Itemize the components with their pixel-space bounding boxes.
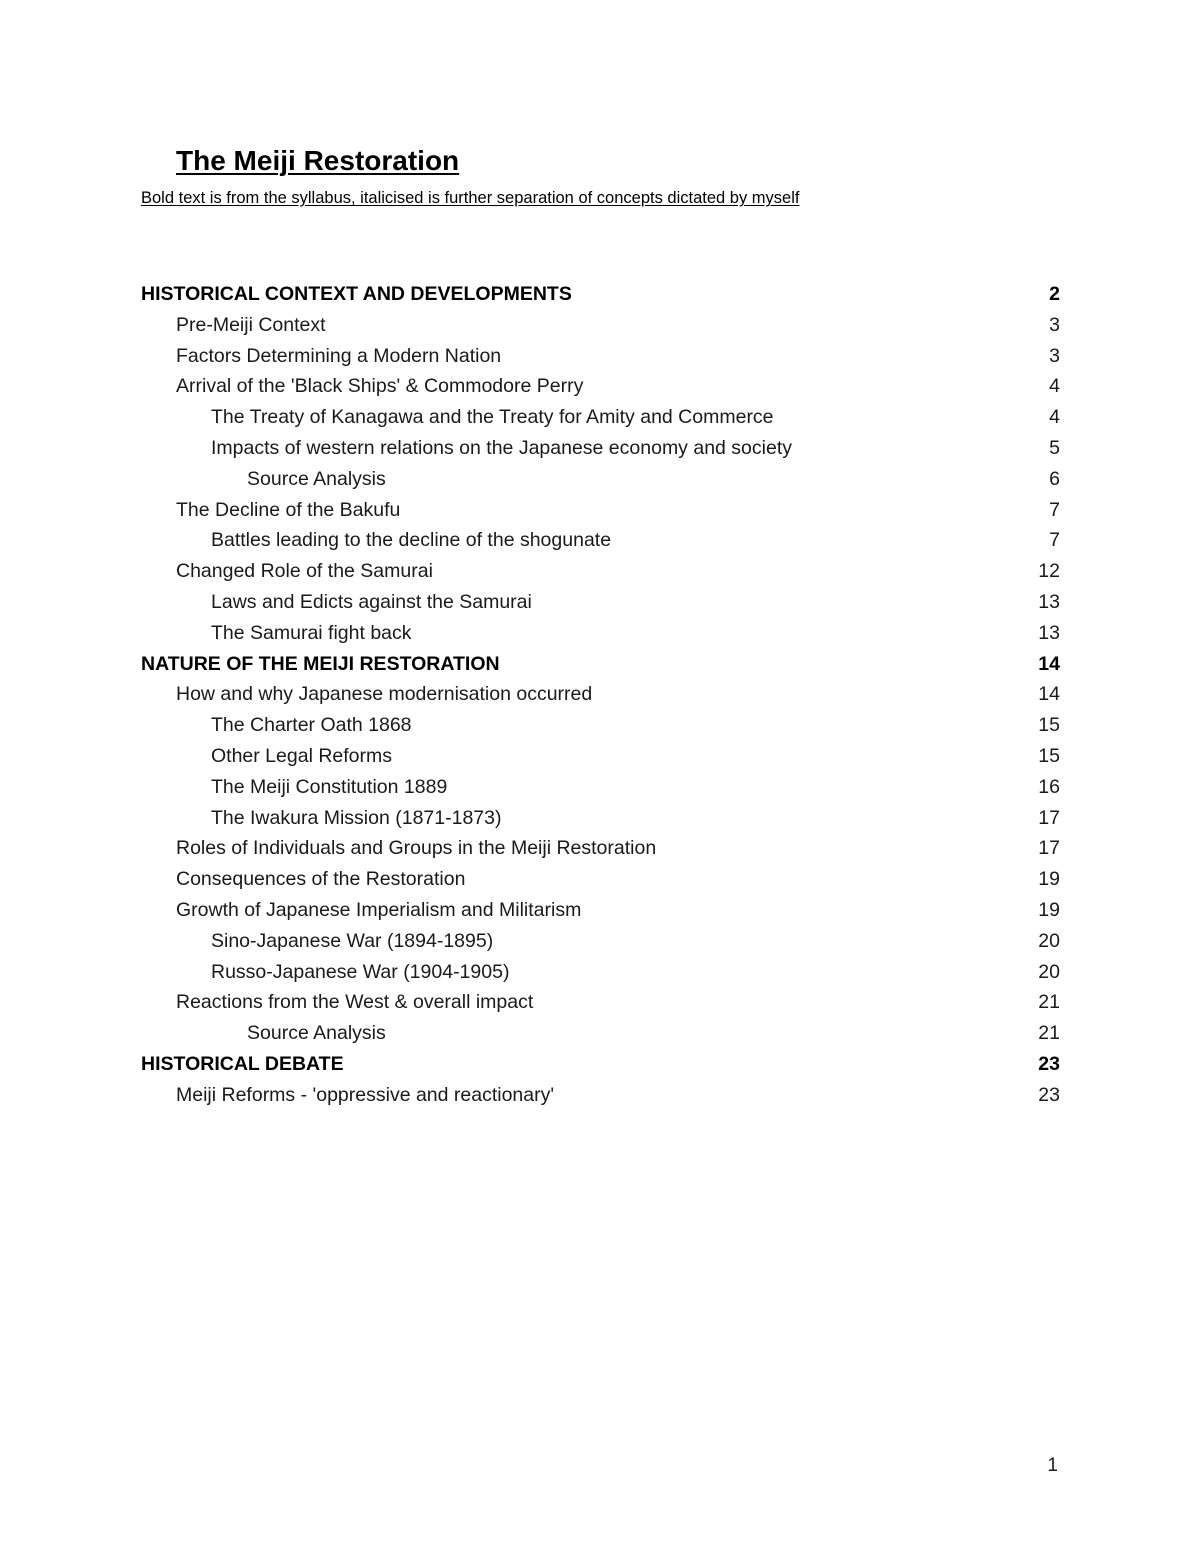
toc-entry-page-number: 12 bbox=[1038, 560, 1060, 583]
toc-entry[interactable] bbox=[141, 587, 1060, 618]
toc-entry-page-number: 7 bbox=[1049, 529, 1060, 552]
toc-entry[interactable] bbox=[141, 341, 1060, 372]
toc-entry-label: Factors Determining a Modern Nation bbox=[176, 344, 502, 367]
toc-entry-page-number: 16 bbox=[1038, 775, 1060, 798]
toc-entry-label: The Meiji Constitution 1889 bbox=[211, 775, 448, 798]
toc-entry-label: Meiji Reforms - 'oppressive and reactionary' bbox=[176, 1083, 555, 1106]
toc-entry-label: The Treaty of Kanagawa and the Treaty for Amity and Commerce bbox=[211, 406, 774, 429]
toc-entry[interactable] bbox=[141, 803, 1060, 834]
toc-entry[interactable] bbox=[141, 895, 1060, 926]
toc-entry-label: Battles leading to the decline of the shogunate bbox=[211, 529, 612, 552]
toc-entry-label: Pre-Meiji Context bbox=[176, 313, 326, 336]
toc-entry-label: Changed Role of the Samurai bbox=[176, 560, 433, 583]
toc-entry[interactable] bbox=[141, 1080, 1060, 1111]
toc-entry-page-number: 23 bbox=[1038, 1052, 1060, 1075]
toc-entry[interactable] bbox=[141, 464, 1060, 495]
toc-entry-page-number: 19 bbox=[1038, 868, 1060, 891]
toc-entry[interactable] bbox=[141, 741, 1060, 772]
toc-entry-label: The Iwakura Mission (1871-1873) bbox=[211, 806, 502, 829]
toc-entry[interactable] bbox=[141, 402, 1060, 433]
toc-entry-label: Laws and Edicts against the Samurai bbox=[211, 590, 532, 613]
toc-entry-label: Consequences of the Restoration bbox=[176, 868, 466, 891]
toc-entry-label: The Charter Oath 1868 bbox=[211, 714, 412, 737]
toc-entry-page-number: 20 bbox=[1038, 960, 1060, 983]
toc-entry-page-number: 13 bbox=[1038, 621, 1060, 644]
toc-entry-page-number: 3 bbox=[1049, 313, 1060, 336]
toc-entry-page-number: 5 bbox=[1049, 436, 1060, 459]
toc-entry-label: The Samurai fight back bbox=[211, 621, 412, 644]
toc-entry-label: HISTORICAL DEBATE bbox=[141, 1052, 344, 1075]
toc-entry[interactable] bbox=[141, 556, 1060, 587]
toc-entry-label: Impacts of western relations on the Japanese economy and society bbox=[211, 436, 792, 459]
toc-entry-label: Source Analysis bbox=[247, 1022, 386, 1045]
table-of-contents bbox=[141, 279, 1060, 1111]
toc-entry-page-number: 6 bbox=[1049, 467, 1060, 490]
toc-entry-page-number: 17 bbox=[1038, 806, 1060, 829]
toc-entry-page-number: 4 bbox=[1049, 375, 1060, 398]
toc-entry-page-number: 4 bbox=[1049, 406, 1060, 429]
toc-entry-label: Arrival of the 'Black Ships' & Commodore Perry bbox=[176, 375, 584, 398]
toc-entry[interactable] bbox=[141, 864, 1060, 895]
page-title: The Meiji Restoration bbox=[176, 145, 460, 176]
toc-entry-page-number: 15 bbox=[1038, 744, 1060, 767]
toc-entry[interactable] bbox=[141, 371, 1060, 402]
toc-entry[interactable] bbox=[141, 433, 1060, 464]
toc-entry-page-number: 2 bbox=[1049, 283, 1060, 305]
toc-entry-page-number: 15 bbox=[1038, 714, 1060, 737]
toc-entry[interactable] bbox=[141, 310, 1060, 341]
toc-entry-page-number: 14 bbox=[1038, 683, 1060, 706]
toc-entry[interactable] bbox=[141, 926, 1060, 957]
toc-entry-label: The Decline of the Bakufu bbox=[176, 498, 401, 521]
toc-entry[interactable] bbox=[141, 772, 1060, 803]
toc-entry-label: HISTORICAL CONTEXT AND DEVELOPMENTS bbox=[141, 283, 572, 305]
toc-entry-label: Growth of Japanese Imperialism and Militarism bbox=[176, 898, 582, 921]
toc-entry[interactable] bbox=[141, 618, 1060, 649]
toc-entry[interactable] bbox=[141, 1049, 1060, 1080]
toc-entry-label: Russo-Japanese War (1904-1905) bbox=[211, 960, 510, 983]
toc-entry[interactable] bbox=[141, 649, 1060, 680]
toc-entry-page-number: 3 bbox=[1049, 344, 1060, 367]
toc-entry-label: Source Analysis bbox=[247, 467, 386, 490]
toc-entry-label: NATURE OF THE MEIJI RESTORATION bbox=[141, 652, 500, 675]
toc-entry-page-number: 20 bbox=[1038, 929, 1060, 952]
toc-entry[interactable] bbox=[141, 495, 1060, 526]
toc-entry-page-number: 13 bbox=[1038, 590, 1060, 613]
toc-entry[interactable] bbox=[141, 1018, 1060, 1049]
toc-entry-page-number: 14 bbox=[1038, 652, 1060, 675]
toc-entry-label: Reactions from the West & overall impact bbox=[176, 991, 534, 1014]
toc-entry-page-number: 21 bbox=[1038, 991, 1060, 1014]
page-number: 1 bbox=[1047, 1455, 1058, 1476]
toc-entry-page-number: 21 bbox=[1038, 1022, 1060, 1045]
toc-entry-label: Sino-Japanese War (1894-1895) bbox=[211, 929, 494, 952]
toc-entry[interactable] bbox=[141, 710, 1060, 741]
subtitle: Bold text is from the syllabus, italicised is further separation of concepts dictated by myself bbox=[141, 189, 800, 207]
toc-entry-label: Roles of Individuals and Groups in the Meiji Restoration bbox=[176, 837, 657, 860]
toc-entry[interactable] bbox=[141, 525, 1060, 556]
toc-entry-page-number: 19 bbox=[1038, 898, 1060, 921]
toc-entry-label: Other Legal Reforms bbox=[211, 744, 392, 767]
toc-entry-page-number: 23 bbox=[1038, 1083, 1060, 1106]
toc-entry[interactable] bbox=[141, 957, 1060, 988]
toc-entry-page-number: 17 bbox=[1038, 837, 1060, 860]
toc-entry-page-number: 7 bbox=[1049, 498, 1060, 521]
toc-entry[interactable] bbox=[141, 833, 1060, 864]
toc-entry[interactable] bbox=[141, 679, 1060, 710]
toc-entry[interactable] bbox=[141, 987, 1060, 1018]
toc-entry[interactable] bbox=[141, 279, 1060, 310]
toc-entry-label: How and why Japanese modernisation occurred bbox=[176, 683, 593, 706]
